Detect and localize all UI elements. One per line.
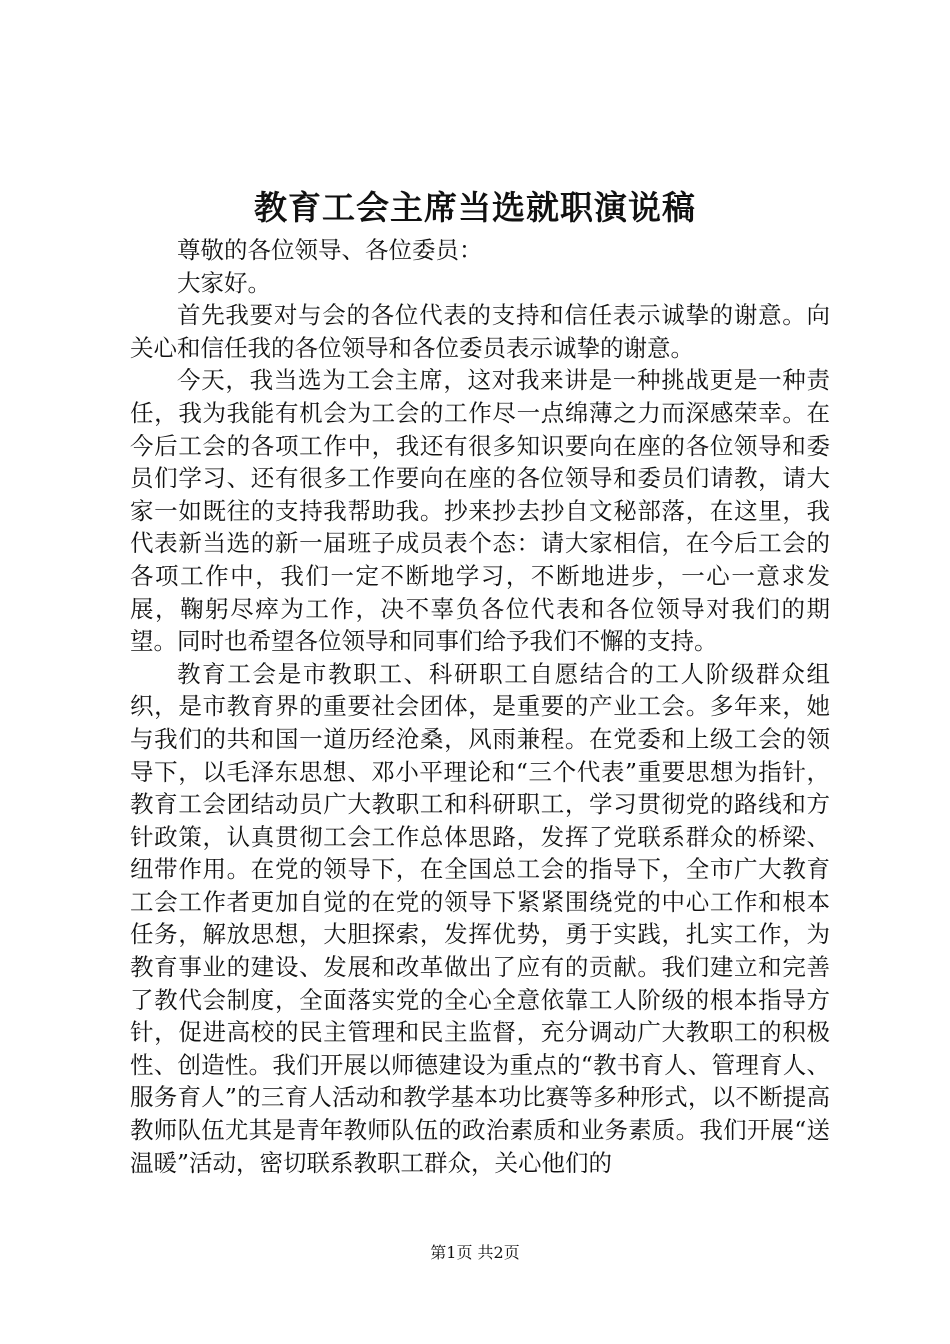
body-paragraph: 首先我要对与会的各位代表的支持和信任表示诚挚的谢意。向关心和信任我的各位领导和各位委员表示诚挚的谢意。	[130, 301, 830, 362]
body-paragraph: 今天，我当选为工会主席，这对我来讲是一种挑战更是一种责任，我为我能有机会为工会的工作尽一点绵薄之力而深感荣幸。在今后工会的各项工作中，我还有很多知识要向在座的各位领导和委员们学习、还有很多工作要向在座的各位领导和委员们请教，请大家一如既往的支持我帮助我。抄来抄去抄自文秘部落，在这里，我代表新当选的新一届班子成员表个态：请大家相信，在今后工会的各项工作中，我们一定不断地学习，不断地进步，一心一意求发展，鞠躬尽瘁为工作，决不辜负各位代表和各位领导对我们的期望。同时也希望各位领导和同事们给予我们不懈的支持。	[130, 366, 830, 656]
document-body	[130, 234, 830, 1179]
greeting-paragraph: 大家好。	[177, 268, 271, 297]
salutation-paragraph: 尊敬的各位领导、各位委员：	[177, 236, 483, 264]
body-paragraph: 教育工会是市教职工、科研职工自愿结合的工人阶级群众组织，是市教育界的重要社会团体，是重要的产业工会。多年来，她与我们的共和国一道历经沧桑，风雨兼程。在党委和上级工会的领导下，以毛泽东思想、邓小平理论和“三个代表”重要思想为指针，教育工会团结动员广大教职工和科研职工，学习贯彻党的路线和方针政策，认真贯彻工会工作总体思路，发挥了党联系群众的桥梁、纽带作用。在党的领导下，在全国总工会的指导下，全市广大教育工会工作者更加自觉的在党的领导下紧紧围绕党的中心工作和根本任务，解放思想，大胆探索，发挥优势，勇于实践，扎实工作，为教育事业的建设、发展和改革做出了应有的贡献。我们建立和完善了教代会制度，全面落实党的全心全意依靠工人阶级的根本指导方针，促进高校的民主管理和民主监督，充分调动广大教职工的积极性、创造性。我们开展以师德建设为重点的“教书育人、管理育人、服务育人”的三育人活动和教学基本功比赛等多种形式，以不断提高教师队伍尤其是青年教师队伍的政治素质和业务素质。我们开展“送温暖”活动，密切联系教职工群众，关心他们的	[130, 659, 830, 1177]
document-title: 教育工会主席当选就职演说稿	[254, 188, 696, 227]
page-number-footer: 第1页 共2页	[430, 1243, 520, 1262]
